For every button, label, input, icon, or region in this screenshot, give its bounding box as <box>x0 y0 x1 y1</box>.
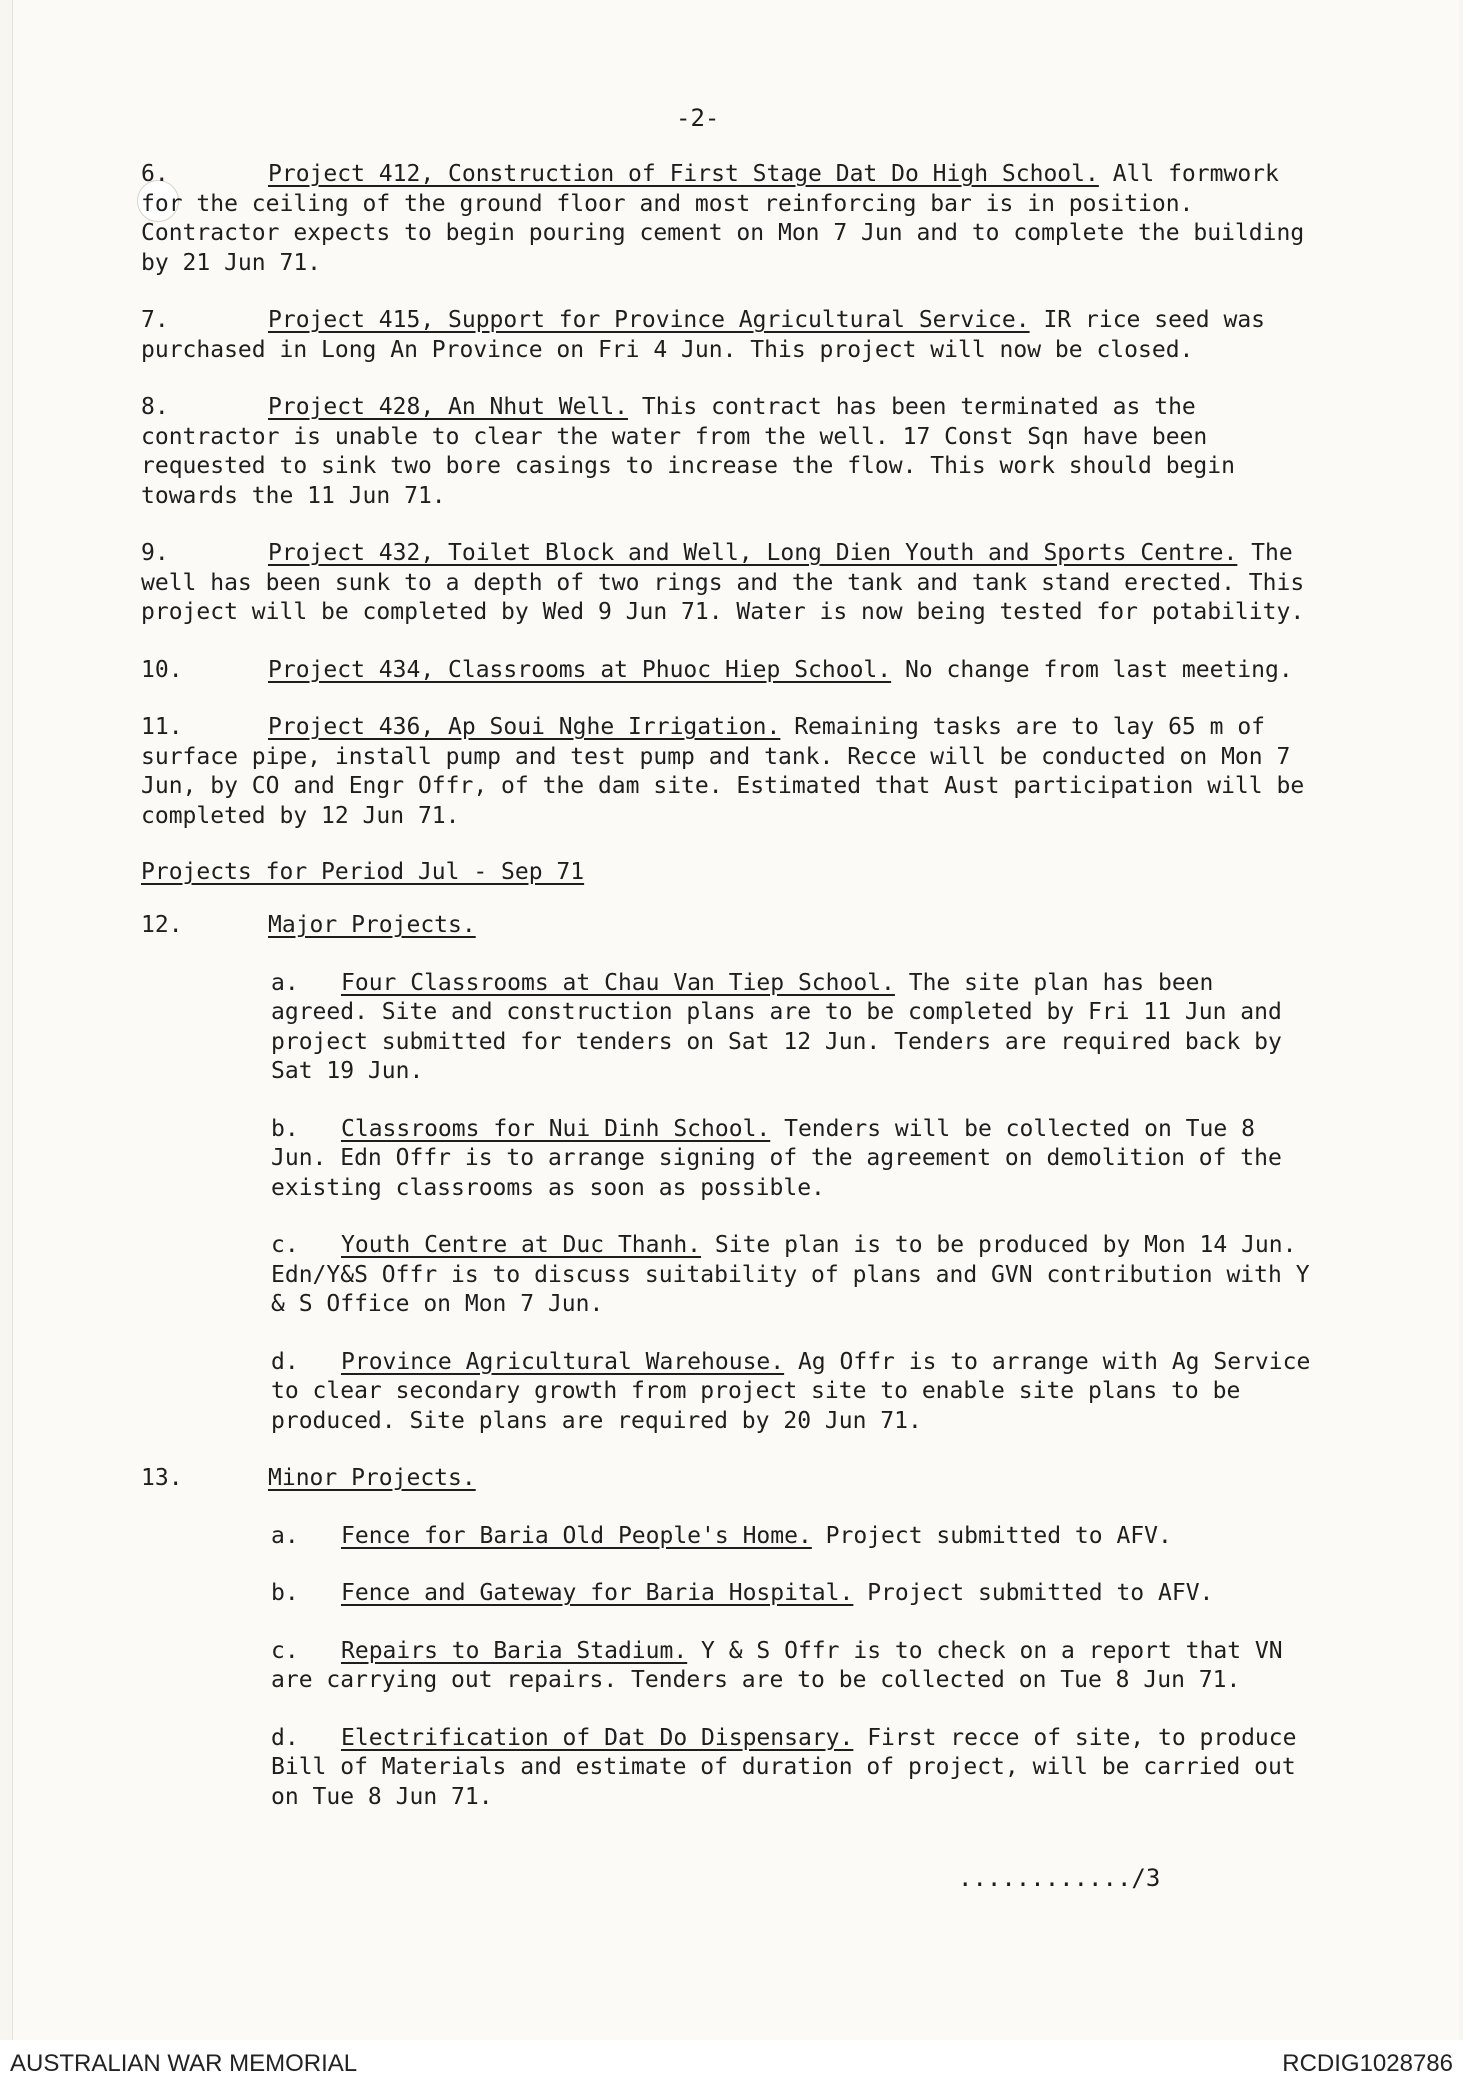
item-letter: a. <box>271 1522 299 1549</box>
item-text: Site plan is to be produced by Mon 14 Jun. Edn/Y&S Offr is to discuss suitability of plans and GVN contribution with Y & S Office on Mon 7 Jun. <box>271 1232 1310 1317</box>
item-title: Fence and Gateway for Baria Hospital. <box>341 1580 854 1606</box>
paragraph-8 <box>141 393 1311 511</box>
item-title: Four Classrooms at Chau Van Tiep School. <box>341 969 895 996</box>
major-item-a <box>271 969 1311 1087</box>
paragraph-11 <box>141 713 1311 831</box>
minor-item-d <box>271 1724 1311 1813</box>
footer-record-id: RCDIG1028786 <box>1282 2050 1453 2077</box>
paragraph-number: 11. <box>141 714 183 740</box>
paragraph-title: Project 434, Classrooms at Phuoc Hiep School. <box>268 656 892 683</box>
item-letter: d. <box>271 1724 299 1751</box>
paragraph-title: Project 415, Support for Province Agricultural Service. <box>268 307 1030 333</box>
paragraph-number: 9. <box>141 540 169 566</box>
page-number: -2- <box>676 104 720 132</box>
paragraph-7 <box>141 306 1311 365</box>
item-title: Electrification of Dat Do Dispensary. <box>341 1724 854 1751</box>
footer-archive-name: AUSTRALIAN WAR MEMORIAL <box>10 2050 358 2077</box>
paragraph-title: Minor Projects. <box>268 1465 476 1491</box>
item-letter: b. <box>271 1115 299 1142</box>
paragraph-title: Project 428, An Nhut Well. <box>268 394 629 420</box>
minor-item-c <box>271 1637 1311 1696</box>
item-text: Y & S Offr is to check on a report that VN are carrying out repairs. Tenders are to be collected on Tue 8 Jun 71. <box>271 1637 1283 1693</box>
item-title: Fence for Baria Old People's Home. <box>341 1522 812 1549</box>
major-item-b <box>271 1115 1311 1204</box>
paragraph-title: Project 432, Toilet Block and Well, Long Dien Youth and Sports Centre. <box>268 540 1238 566</box>
paragraph-6 <box>141 160 1311 278</box>
paragraph-title: Major Projects. <box>268 912 476 938</box>
paragraph-10 <box>141 656 1311 686</box>
section-heading-text: Projects for Period Jul - Sep 71 <box>141 859 585 885</box>
item-text: First recce of site, to produce Bill of Materials and estimate of duration of project, will be carried out on Tue 8 Jun 71. <box>271 1724 1297 1810</box>
item-letter: a. <box>271 969 299 996</box>
paragraph-9 <box>141 539 1311 628</box>
continuation-marker: ............/3 <box>958 1864 1161 1892</box>
item-title: Classrooms for Nui Dinh School. <box>341 1115 771 1142</box>
document-body <box>141 160 1311 1840</box>
minor-item-b <box>271 1579 1311 1609</box>
paragraph-text: This contract has been terminated as the contractor is unable to clear the water from the well. 17 Const Sqn have been requested to sink two bore casings to increase the flow. This work should begin towards the 11 Jun 71. <box>141 394 1235 509</box>
item-text: Project submitted to AFV. <box>811 1522 1172 1549</box>
paragraph-number: 7. <box>141 307 169 333</box>
paragraph-title: Project 412, Construction of First Stage Dat Do High School. <box>268 161 1099 187</box>
major-item-c <box>271 1231 1311 1320</box>
paragraph-number: 6. <box>141 161 169 187</box>
major-item-d <box>271 1348 1311 1437</box>
paragraph-text: The well has been sunk to a depth of two rings and the tank and tank stand erected. This project will be completed by Wed 9 Jun 71. Water is now being tested for potability. <box>141 540 1305 625</box>
paragraph-text: All formwork for the ceiling of the ground floor and most reinforcing bar is in position. Contractor expects to begin pouring cement on Mon 7 Jun and to complete the building by 21 Jun 71. <box>141 161 1305 276</box>
item-text: Ag Offr is to arrange with Ag Service to clear secondary growth from project site to enable site plans to be produced. Site plans are required by 20 Jun 71. <box>271 1348 1311 1434</box>
item-text: The site plan has been agreed. Site and construction plans are to be completed by Fri 11 Jun and project submitted for tenders on Sat 12 Jun. Tenders are required back by Sat 19 Jun. <box>271 969 1282 1084</box>
item-letter: c. <box>271 1232 299 1258</box>
paragraph-number: 10. <box>141 656 183 683</box>
item-text: Project submitted to AFV. <box>853 1580 1214 1606</box>
paragraph-title: Project 436, Ap Soui Nghe Irrigation. <box>268 714 781 740</box>
item-title: Repairs to Baria Stadium. <box>341 1637 688 1664</box>
paragraph-12-heading <box>141 911 1311 941</box>
item-title: Youth Centre at Duc Thanh. <box>341 1232 702 1258</box>
paragraph-number: 13. <box>141 1465 183 1491</box>
minor-item-a <box>271 1522 1311 1552</box>
paragraph-number: 8. <box>141 394 169 420</box>
item-letter: b. <box>271 1580 299 1606</box>
footer-bar <box>0 2040 1463 2082</box>
paragraph-text: Remaining tasks are to lay 65 m of surface pipe, install pump and test pump and tank. Recce will be conducted on Mon 7 Jun, by CO and Engr Offr, of the dam site. Estimated that Aust participation will be completed by 12 Jun 71. <box>141 714 1305 829</box>
paragraph-number: 12. <box>141 912 183 938</box>
item-text: Tenders will be collected on Tue 8 Jun. Edn Offr is to arrange signing of the agreement on demolition of the existing classrooms as soon as possible. <box>271 1115 1282 1201</box>
item-title: Province Agricultural Warehouse. <box>341 1348 785 1375</box>
item-letter: c. <box>271 1637 299 1664</box>
section-heading <box>141 859 1311 885</box>
paragraph-text: No change from last meeting. <box>891 656 1293 683</box>
paragraph-13-heading <box>141 1464 1311 1494</box>
paragraph-text: IR rice seed was purchased in Long An Province on Fri 4 Jun. This project will now be closed. <box>141 307 1266 363</box>
item-letter: d. <box>271 1348 299 1375</box>
